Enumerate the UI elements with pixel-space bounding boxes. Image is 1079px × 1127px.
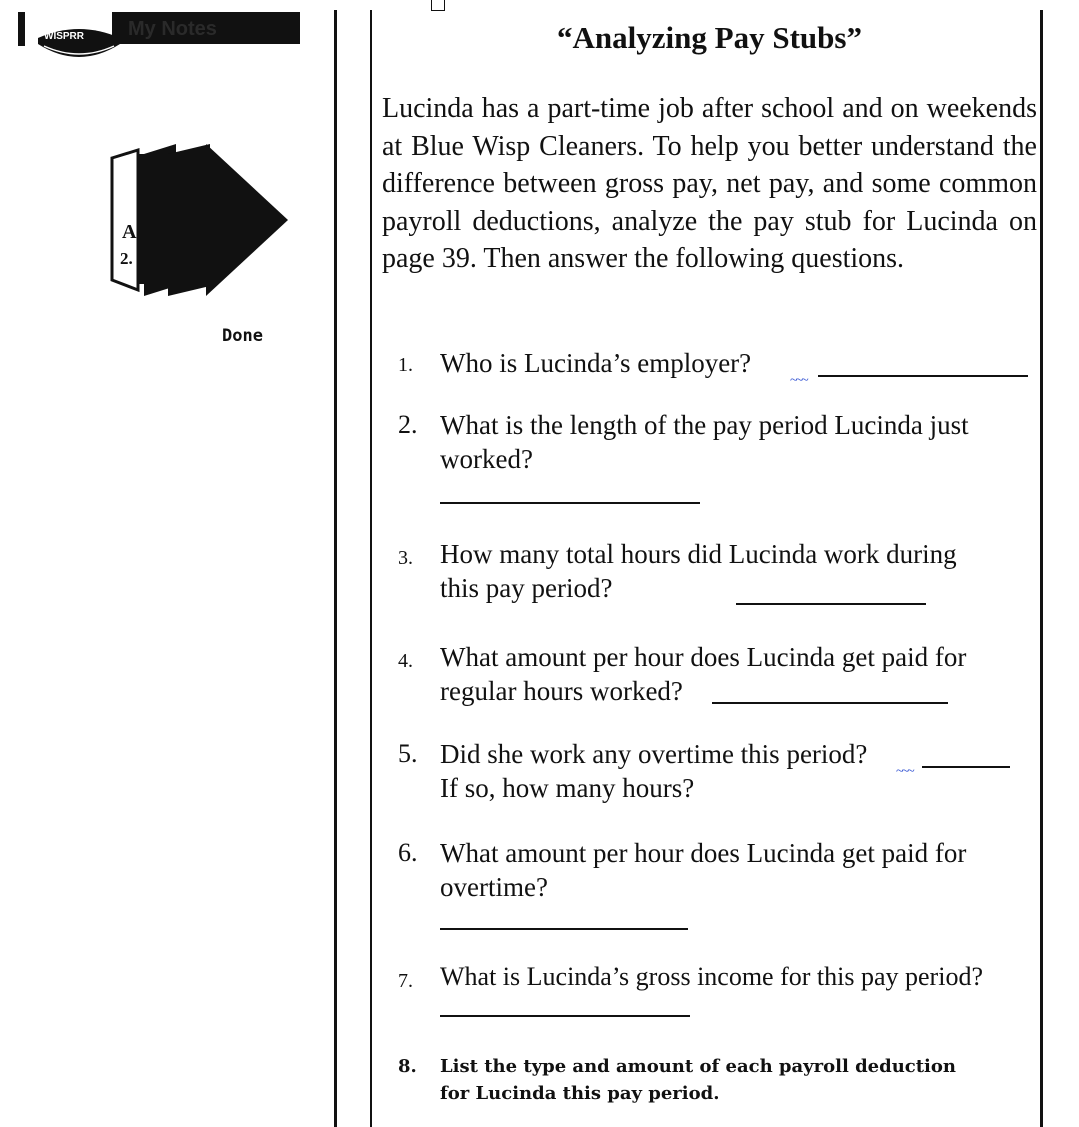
- question-number: 3.: [398, 547, 413, 569]
- question-text: [440, 737, 1037, 805]
- notes-header: [112, 12, 300, 44]
- arrow-label-a: A: [122, 221, 137, 243]
- notes-column: [0, 0, 336, 1127]
- question-number: 7.: [398, 970, 413, 992]
- answer-line-7[interactable]: [440, 1015, 690, 1017]
- next-arrow-icon[interactable]: [108, 140, 293, 300]
- answer-line-5[interactable]: [922, 766, 1010, 768]
- column-divider-left: [334, 10, 337, 1127]
- spellcheck-squiggle: ~~~: [896, 764, 913, 779]
- margin-bar: [18, 12, 25, 46]
- column-divider-right: [1040, 10, 1043, 1127]
- answer-line-3[interactable]: [736, 603, 926, 605]
- arrow-label-2: 2.: [120, 249, 133, 268]
- question-number: 2.: [398, 410, 418, 439]
- question-7-text: What is Lucinda’s gross income for this pay period?: [440, 962, 983, 991]
- question-2-text: What is the length of the pay period Lucinda just worked?: [440, 410, 969, 474]
- answer-line-1[interactable]: [818, 375, 1028, 377]
- question-6-text: What amount per hour does Lucinda get paid for overtime?: [440, 838, 967, 902]
- worksheet-title: “Analyzing Pay Stubs”: [557, 20, 862, 55]
- notes-header-text: My Notes: [128, 18, 217, 40]
- question-list: [382, 0, 1037, 1127]
- question-number: 1.: [398, 354, 413, 376]
- wisp-logo-icon: [34, 22, 124, 66]
- question-number: 6.: [398, 838, 418, 867]
- answer-line-2[interactable]: [440, 502, 700, 504]
- worksheet-intro: Lucinda has a part-time job after school and on weekends at Blue Wisp Cleaners. To help you better understand the difference between gross pay, net pay, and some common payroll deductions, analyze the pay stub for Lucinda on page 39. Then answer the following questions.: [382, 93, 1037, 274]
- question-number: 4.: [398, 650, 413, 672]
- question-number: 5.: [398, 739, 418, 768]
- done-label: Done: [222, 326, 263, 346]
- spellcheck-squiggle: ~~~: [790, 373, 807, 388]
- question-number: 8.: [398, 1056, 417, 1077]
- question-3-text: How many total hours did Lucinda work during this pay period?: [440, 539, 957, 603]
- answer-line-6[interactable]: [440, 928, 688, 930]
- question-5-text2: If so, how many hours?: [440, 773, 695, 803]
- logo-text: WISPRR: [44, 31, 84, 42]
- question-5-text: Did she work any overtime this period?: [440, 739, 868, 769]
- question-1-text: Who is Lucinda’s employer?: [440, 348, 752, 378]
- answer-line-4[interactable]: [712, 702, 948, 704]
- column-divider-mid: [370, 10, 372, 1127]
- question-4-text: What amount per hour does Lucinda get paid for regular hours worked?: [440, 642, 967, 706]
- question-8-text: List the type and amount of each payroll deduction for Lucinda this pay period.: [440, 1056, 956, 1104]
